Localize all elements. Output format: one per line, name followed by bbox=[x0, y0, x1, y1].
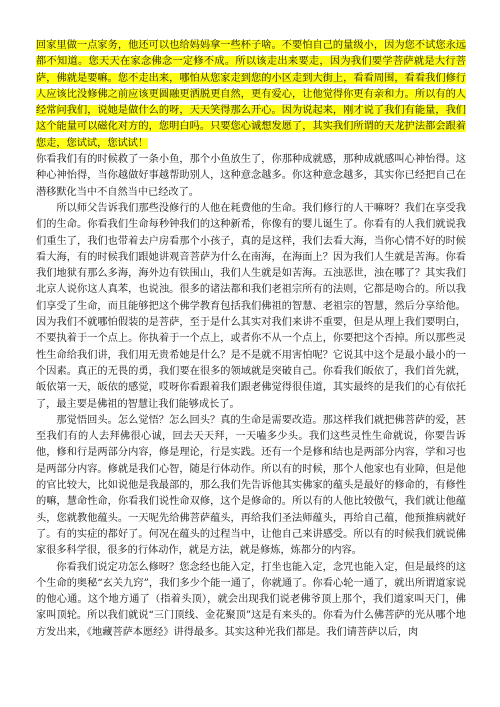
paragraph-4: 那觉悟回头。怎么觉悟？怎么回头？真的生命是需要改造。那这样我们就把佛菩萨的爱，甚至我们有的人去拜佛很心诚，回去天天拜，一天嗑多少头。我们这些灵性生命就说，你要告诉他，修和行是两部分内容，修是理论，行是实践。还有一个是修和结也是两部分内容，学和习也是两部分内容。修就是我们心智，随是行体动作。所以有的时候，那个人他家也有业障，但是他的官比较大，比如说他是我最部的，那么我们先告诉他其实佛家的蕴头是最好的修命的，有修性的嘛，慧命性命，你看我们说性命双修，这个是修命的。所以有的人他比较傲气，我们就让他蕴头，您就教他蕴头。一天呢先给佛菩萨蕴头，再给我们圣法师蕴头，再给自己蕴，他预推病就好了。有的实症的都好了。何况在蕴头的过程当中，让他自己来讲感受。所以有的时候我们就说佛家很多科学很，很多的行体动作，就是方法，就是修炼，炼都分的内容。 bbox=[36, 414, 466, 557]
document-page bbox=[36, 38, 466, 641]
paragraph-1 bbox=[36, 38, 466, 152]
paragraph-2: 你看我们有的时候救了一条小鱼，那个小鱼放生了，你那种成就感，那种成就感叫心神怡得。这种心神怡得，当你越做好事越帮助别人，这种意念越多。你这种意念越多，其实你已经把自己在潜移默化当中不自然当中已经改了。 bbox=[36, 154, 466, 198]
highlighted-text: 回家里做一点家务，他还可以也给妈妈拿一些杯子啥。不要怕自己的量级小，因为您不试您永远都不知道。您天天在家念佛念一定修不成。所以该走出来要走，因为我们要学菩萨就是大行菩萨，佛就是要嘛。您不走出来，哪怕从您家走到您的小区走到大街上，看看周围，看看我们修行人应该比没修佛之前应该更圆融更洒脱更自然，更有爱心，让他觉得你更有亲和力。所以有的人经常问我们，说她是做什么的呀，天天笑得那么开心。因为说起来，刚才说了我们有能量，我们这个能量可以磁化对方的，您明白吗。只要您心诚想发愿了，其实我们所谓的天龙护法都会跟着您走，您试试，您试试！ bbox=[36, 40, 466, 149]
paragraph-5: 你看我们说定功怎么修呀？您念经也能入定，打坐也能入定，念咒也能入定，但是最终的这个生命的奥秘“玄关九窍”，我们多少个能一通了，你就通了。你看心轮一通了，就出所谓道家说的他心通。这个地方通了（指着头顶），就会出现我们说老佛爷顶上那个，我们道家叫天门，佛家叫顶轮。所以我们就说“三门顶线、金花聚顶”这是有来头的。你看为什么佛菩萨的光从哪个地方发出来，《地藏菩萨本愿经》讲得最多。其实这种光我们都是。我们请菩萨以后，肉 bbox=[36, 561, 466, 638]
paragraph-3: 所以师父告诉我们那些没修行的人他在耗费他的生命。我们修行的人干嘛呀？我们在享受我们的生命。你看我们生命每秒钟我们的这种新希，你像有的婴儿诞生了。你看有的人我们就说我们重生了，我们也带着去户房看那个小孩子，真的是这样，我们去看大海，当你心情不好的时候看大海，有的时候我们跟她讲观音菩萨为什么在南海，在海面上？因为我们人生就是苦海。你看我们地狱有那么多海，海外边有铁围山，我们人生就是如苦海。五浊恶世，浊在哪了？其实我们北京人说你这人真苯，也说浊。很多的诸法都和我们老祖宗所有的法则，它都是吻合的。所以我们享受了生命，而且能够把这个佛学教育包括我们佛祖的智慧、老祖宗的智慧，然后分享给他。因为我们不就哪怕假装的是菩萨，至于是什么其实对我们来讲不重要，但是从理上我们要明白，不要执着于一个点上。你执着于一个点上，或者你不从一个点上，你要把这个否掉。所以那些灵性生命给我们讲，我们用无贵希她是什么？是不是就不用害怕呢？它说其中这个是最小最小的一个因素。真正的无畏的勇，我们要在很多的领域就是突破自己。你看我们皈依了，我们首先就，皈依第一天，皈依的感觉，哎呀你看跟着我们跟老佛觉得很佳道，其实最终的是我们的心有依托了，最主要是佛祖的智慧让我们能够成长了。 bbox=[36, 202, 466, 410]
